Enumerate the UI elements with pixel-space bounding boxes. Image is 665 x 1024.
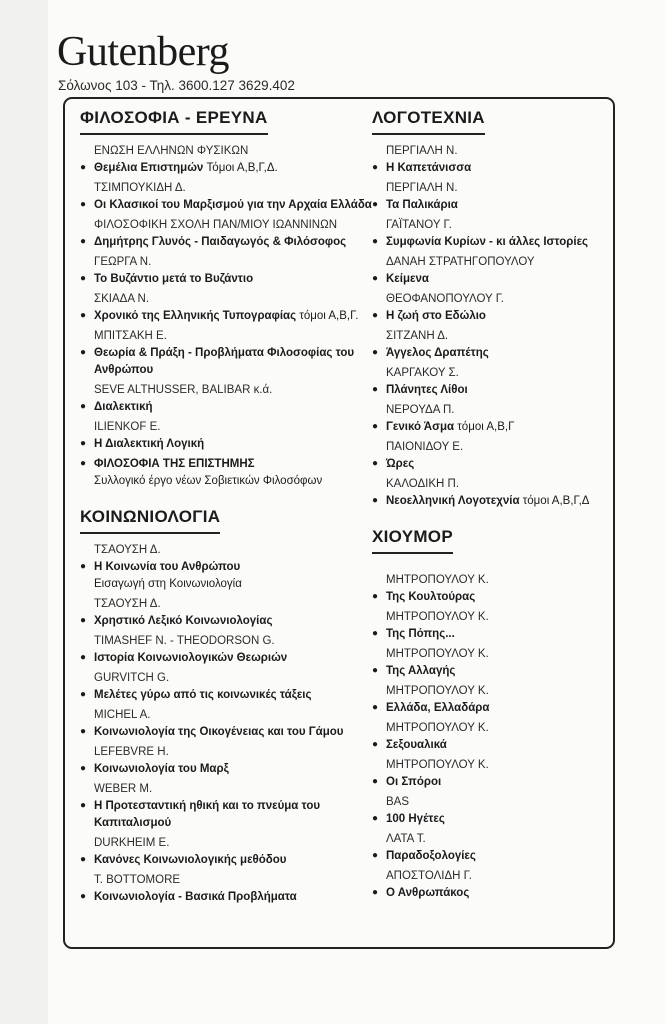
book-title bbox=[372, 589, 612, 606]
book-entry bbox=[372, 217, 612, 251]
book-author: ΣΚΙΑΔΑ Ν. bbox=[94, 293, 150, 305]
bullet-icon: ● bbox=[372, 273, 379, 284]
book-title bbox=[80, 456, 376, 473]
book-entry bbox=[80, 835, 376, 869]
book-title-text: Της Αλλαγής bbox=[386, 665, 456, 677]
literature-list bbox=[372, 143, 612, 510]
book-entry bbox=[372, 757, 612, 791]
bullet-icon: ● bbox=[372, 702, 379, 713]
book-title-text: Παραδοξολογίες bbox=[386, 850, 476, 862]
book-author: ΚΑΛΟΔΙΚΗ Π. bbox=[386, 478, 460, 490]
book-entry bbox=[372, 646, 612, 680]
book-entry bbox=[80, 596, 376, 630]
book-author: ΛΑΤΑ Τ. bbox=[386, 833, 426, 845]
book-author: ΤΣΑΟΥΣΗ Δ. bbox=[94, 544, 161, 556]
book-title bbox=[80, 308, 376, 325]
book-entry bbox=[80, 382, 376, 416]
book-entry bbox=[80, 180, 376, 214]
book-title bbox=[372, 493, 612, 510]
book-title bbox=[80, 271, 376, 288]
book-entry bbox=[372, 720, 612, 754]
book-entry bbox=[80, 633, 376, 667]
bullet-icon: ● bbox=[80, 310, 87, 321]
bullet-icon: ● bbox=[372, 813, 379, 824]
book-author: DURKHEIM E. bbox=[94, 837, 170, 849]
section-heading-philosophy: ΦΙΛΟΣΟΦΙΑ - ΕΡΕΥΝΑ bbox=[80, 108, 268, 135]
book-author: WEBER M. bbox=[94, 783, 153, 795]
book-entry bbox=[80, 707, 376, 741]
book-volumes-note: τόμοι Α,Β,Γ. bbox=[299, 310, 359, 322]
bullet-icon: ● bbox=[80, 401, 87, 412]
store-address: Σόλωνος 103 - Τηλ. 3600.127 3629.402 bbox=[58, 78, 295, 93]
book-author: ΓΕΩΡΓΑ Ν. bbox=[94, 256, 152, 268]
book-title-text: Κανόνες Κοινωνιολογικής μεθόδου bbox=[94, 854, 287, 866]
book-title-text: Κοινωνιολογία της Οικογένειας και του Γάμου bbox=[94, 726, 344, 738]
book-entry bbox=[372, 254, 612, 288]
book-title-text: Η Διαλεκτική Λογική bbox=[94, 438, 205, 450]
book-author: ΜΠΙΤΣΑΚΗ Ε. bbox=[94, 330, 167, 342]
book-title bbox=[80, 798, 376, 832]
book-volumes-note: τόμοι Α,Β,Γ bbox=[457, 421, 515, 433]
bullet-icon: ● bbox=[372, 887, 379, 898]
book-title bbox=[372, 456, 612, 473]
bullet-icon: ● bbox=[80, 800, 87, 811]
book-author: ΦΙΛΟΣΟΦΙΚΗ ΣΧΟΛΗ ΠΑΝ/ΜΙΟΥ ΙΩΑΝΝΙΝΩΝ bbox=[94, 219, 338, 231]
book-title-text: Χρηστικό Λεξικό Κοινωνιολογίας bbox=[94, 615, 273, 627]
bullet-icon: ● bbox=[372, 162, 379, 173]
humor-list bbox=[372, 572, 612, 902]
bullet-icon: ● bbox=[372, 665, 379, 676]
book-title bbox=[372, 663, 612, 680]
book-entry bbox=[80, 456, 376, 490]
book-title-text: Σεξουαλικά bbox=[386, 739, 447, 751]
book-entry bbox=[80, 670, 376, 704]
book-title bbox=[80, 345, 376, 379]
book-entry bbox=[80, 781, 376, 832]
bullet-icon: ● bbox=[80, 615, 87, 626]
book-title-text: ΦΙΛΟΣΟΦΙΑ ΤΗΣ ΕΠΙΣΤΗΜΗΣ bbox=[94, 458, 255, 470]
book-author: ΔΑΝΑΗ ΣΤΡΑΤΗΓΟΠΟΥΛΟΥ bbox=[386, 256, 535, 268]
book-entry bbox=[372, 328, 612, 362]
book-title-text: Μελέτες γύρω από τις κοινωνικές τάξεις bbox=[94, 689, 312, 701]
book-entry bbox=[372, 831, 612, 865]
book-entry bbox=[80, 542, 376, 593]
book-title-text: Πλάνητες Λίθοι bbox=[386, 384, 468, 396]
book-title bbox=[80, 687, 376, 704]
book-entry bbox=[372, 572, 612, 606]
book-author: ILIENKOF E. bbox=[94, 421, 161, 433]
bullet-icon: ● bbox=[80, 854, 87, 865]
book-title bbox=[372, 234, 612, 251]
bullet-icon: ● bbox=[372, 776, 379, 787]
bullet-icon: ● bbox=[80, 763, 87, 774]
book-author: MICHEL A. bbox=[94, 709, 151, 721]
book-author: ΤΣΑΟΥΣΗ Δ. bbox=[94, 598, 161, 610]
book-title-text: Νεοελληνική Λογοτεχνία bbox=[386, 495, 520, 507]
book-entry bbox=[372, 180, 612, 214]
book-title-text: Η ζωή στο Εδώλιο bbox=[386, 310, 486, 322]
bullet-icon: ● bbox=[372, 199, 379, 210]
book-author: GURVITCH G. bbox=[94, 672, 170, 684]
book-entry bbox=[80, 217, 376, 251]
bullet-icon: ● bbox=[80, 236, 87, 247]
book-title-text: 100 Ηγέτες bbox=[386, 813, 445, 825]
bullet-icon: ● bbox=[80, 347, 87, 358]
bullet-icon: ● bbox=[80, 726, 87, 737]
book-title bbox=[372, 811, 612, 828]
book-title-text: Κοινωνιολογία του Μαρξ bbox=[94, 763, 229, 775]
book-volumes-note: Τόμοι Α,Β,Γ,Δ. bbox=[206, 162, 278, 174]
book-author: ΕΝΩΣΗ ΕΛΛΗΝΩΝ ΦΥΣΙΚΩΝ bbox=[94, 145, 249, 157]
book-subtitle: Εισαγωγή στη Κοινωνιολογία bbox=[94, 578, 242, 590]
book-title bbox=[372, 197, 612, 214]
book-title bbox=[372, 774, 612, 791]
book-author: ΘΕΟΦΑΝΟΠΟΥΛΟΥ Γ. bbox=[386, 293, 504, 305]
bullet-icon: ● bbox=[80, 438, 87, 449]
book-title bbox=[80, 889, 376, 906]
bullet-icon: ● bbox=[80, 458, 87, 469]
book-author: ΠΕΡΓΙΑΛΗ Ν. bbox=[386, 182, 458, 194]
book-title-text: Της Πόπης... bbox=[386, 628, 455, 640]
book-title bbox=[372, 885, 612, 902]
book-author: TIMASHEF N. - THEODORSON G. bbox=[94, 635, 275, 647]
left-column bbox=[80, 108, 376, 909]
book-title bbox=[80, 197, 376, 214]
book-title bbox=[80, 436, 376, 453]
book-author: ΜΗΤΡΟΠΟΥΛΟΥ Κ. bbox=[386, 611, 489, 623]
book-title-text: Η Κοινωνία του Ανθρώπου bbox=[94, 561, 241, 573]
book-title-text: Η Προτεσταντική ηθική και το πνεύμα του Καπιταλισμού bbox=[94, 800, 321, 829]
book-entry bbox=[80, 254, 376, 288]
book-title-text: Ο Ανθρωπάκος bbox=[386, 887, 470, 899]
book-title-text: Το Βυζάντιο μετά το Βυζάντιο bbox=[94, 273, 254, 285]
book-title-text: Θεμέλια Επιστημών bbox=[94, 162, 204, 174]
bullet-icon: ● bbox=[372, 310, 379, 321]
bullet-icon: ● bbox=[80, 273, 87, 284]
book-title-text: Ιστορία Κοινωνιολογικών Θεωριών bbox=[94, 652, 288, 664]
book-title bbox=[372, 382, 612, 399]
philosophy-list bbox=[80, 143, 376, 490]
section-heading-humor: ΧΙΟΥΜΟΡ bbox=[372, 527, 453, 554]
book-title bbox=[80, 399, 376, 416]
bullet-icon: ● bbox=[372, 591, 379, 602]
book-author: ΓΑΪΤΑΝΟΥ Γ. bbox=[386, 219, 452, 231]
book-author: ΣΙΤΖΑΝΗ Δ. bbox=[386, 330, 449, 342]
book-title-text: Συμφωνία Κυρίων - κι άλλες Ιστορίες bbox=[386, 236, 589, 248]
book-subtitle: Συλλογικό έργο νέων Σοβιετικών Φιλοσόφων bbox=[94, 475, 323, 487]
book-author: BAS bbox=[386, 796, 410, 808]
book-title bbox=[80, 761, 376, 778]
book-author: ΜΗΤΡΟΠΟΥΛΟΥ Κ. bbox=[386, 722, 489, 734]
book-title-text: Της Κουλτούρας bbox=[386, 591, 476, 603]
bullet-icon: ● bbox=[372, 458, 379, 469]
book-title-text: Η Καπετάνισσα bbox=[386, 162, 472, 174]
book-author: ΑΠΟΣΤΟΛΙΔΗ Γ. bbox=[386, 870, 472, 882]
right-column bbox=[372, 108, 612, 905]
book-author: LEFEBVRE H. bbox=[94, 746, 169, 758]
brand-title: Gutenberg bbox=[57, 29, 230, 75]
book-entry bbox=[372, 365, 612, 399]
bullet-icon: ● bbox=[372, 495, 379, 506]
book-author: SEVE ALTHUSSER, BALIBAR κ.ά. bbox=[94, 384, 273, 396]
book-entry bbox=[372, 609, 612, 643]
bullet-icon: ● bbox=[372, 236, 379, 247]
book-title-text: Κοινωνιολογία - Βασικά Προβλήματα bbox=[94, 891, 297, 903]
book-title-text: Κείμενα bbox=[386, 273, 429, 285]
book-title bbox=[372, 419, 612, 436]
book-author: ΝΕΡΟΥΔΑ Π. bbox=[386, 404, 455, 416]
book-entry bbox=[80, 328, 376, 379]
book-title bbox=[80, 234, 376, 251]
book-author: ΠΕΡΓΙΑΛΗ Ν. bbox=[386, 145, 458, 157]
book-title bbox=[372, 626, 612, 643]
book-entry bbox=[372, 439, 612, 473]
book-entry bbox=[80, 143, 376, 177]
bullet-icon: ● bbox=[372, 850, 379, 861]
bullet-icon: ● bbox=[372, 384, 379, 395]
book-entry bbox=[372, 794, 612, 828]
book-title-text: Δημήτρης Γλυνός - Παιδαγωγός & Φιλόσοφος bbox=[94, 236, 347, 248]
book-author: ΠΑΙΟΝΙΔΟΥ Ε. bbox=[386, 441, 464, 453]
book-title bbox=[80, 724, 376, 741]
book-author: ΜΗΤΡΟΠΟΥΛΟΥ Κ. bbox=[386, 574, 489, 586]
book-title bbox=[372, 308, 612, 325]
book-title bbox=[372, 271, 612, 288]
book-title-text: Ελλάδα, Ελλαδάρα bbox=[386, 702, 490, 714]
bullet-icon: ● bbox=[372, 628, 379, 639]
book-title bbox=[372, 160, 612, 177]
bullet-icon: ● bbox=[80, 162, 87, 173]
book-author: T. BOTTOMORE bbox=[94, 874, 181, 886]
book-author: ΜΗΤΡΟΠΟΥΛΟΥ Κ. bbox=[386, 685, 489, 697]
book-title bbox=[372, 345, 612, 362]
book-entry bbox=[372, 291, 612, 325]
book-author: ΚΑΡΓΑΚΟΥ Σ. bbox=[386, 367, 459, 379]
book-title-text: Θεωρία & Πράξη - Προβλήματα Φιλοσοφίας του Ανθρώπου bbox=[94, 347, 355, 376]
book-title bbox=[80, 160, 376, 177]
book-volumes-note: τόμοι Α,Β,Γ,Δ bbox=[522, 495, 590, 507]
book-entry bbox=[80, 419, 376, 453]
book-title-text: Ώρες bbox=[386, 458, 415, 470]
book-entry bbox=[80, 744, 376, 778]
book-title bbox=[80, 559, 376, 576]
bullet-icon: ● bbox=[80, 561, 87, 572]
book-entry bbox=[80, 872, 376, 906]
bullet-icon: ● bbox=[80, 652, 87, 663]
book-author: ΤΣΙΜΠΟΥΚΙΔΗ Δ. bbox=[94, 182, 186, 194]
bullet-icon: ● bbox=[80, 891, 87, 902]
book-entry bbox=[372, 402, 612, 436]
book-title-text: Τα Παλικάρια bbox=[386, 199, 458, 211]
book-title-text: Γενικό Άσμα bbox=[386, 421, 455, 433]
book-title bbox=[372, 737, 612, 754]
section-heading-literature: ΛΟΓΟΤΕΧΝΙΑ bbox=[372, 108, 485, 135]
sociology-list bbox=[80, 542, 376, 906]
bullet-icon: ● bbox=[372, 421, 379, 432]
book-title-text: Οι Σπόροι bbox=[386, 776, 442, 788]
book-entry bbox=[80, 291, 376, 325]
book-title bbox=[80, 650, 376, 667]
book-title-text: Άγγελος Δραπέτης bbox=[386, 347, 489, 359]
book-title bbox=[80, 852, 376, 869]
bullet-icon: ● bbox=[372, 347, 379, 358]
section-heading-sociology: ΚΟΙΝΩΝΙΟΛΟΓΙΑ bbox=[80, 507, 220, 534]
book-title-text: Διαλεκτική bbox=[94, 401, 153, 413]
book-entry bbox=[372, 683, 612, 717]
book-title-text: Οι Κλασικοί του Μαρξισμού για την Αρχαία Ελλάδα bbox=[94, 199, 372, 211]
book-entry bbox=[372, 868, 612, 902]
book-title bbox=[372, 848, 612, 865]
book-title bbox=[372, 700, 612, 717]
book-title bbox=[80, 613, 376, 630]
book-entry bbox=[372, 476, 612, 510]
book-title-text: Χρονικό της Ελληνικής Τυπογραφίας bbox=[94, 310, 297, 322]
book-author: ΜΗΤΡΟΠΟΥΛΟΥ Κ. bbox=[386, 648, 489, 660]
book-author: ΜΗΤΡΟΠΟΥΛΟΥ Κ. bbox=[386, 759, 489, 771]
bullet-icon: ● bbox=[80, 689, 87, 700]
book-entry bbox=[372, 143, 612, 177]
bullet-icon: ● bbox=[80, 199, 87, 210]
bullet-icon: ● bbox=[372, 739, 379, 750]
